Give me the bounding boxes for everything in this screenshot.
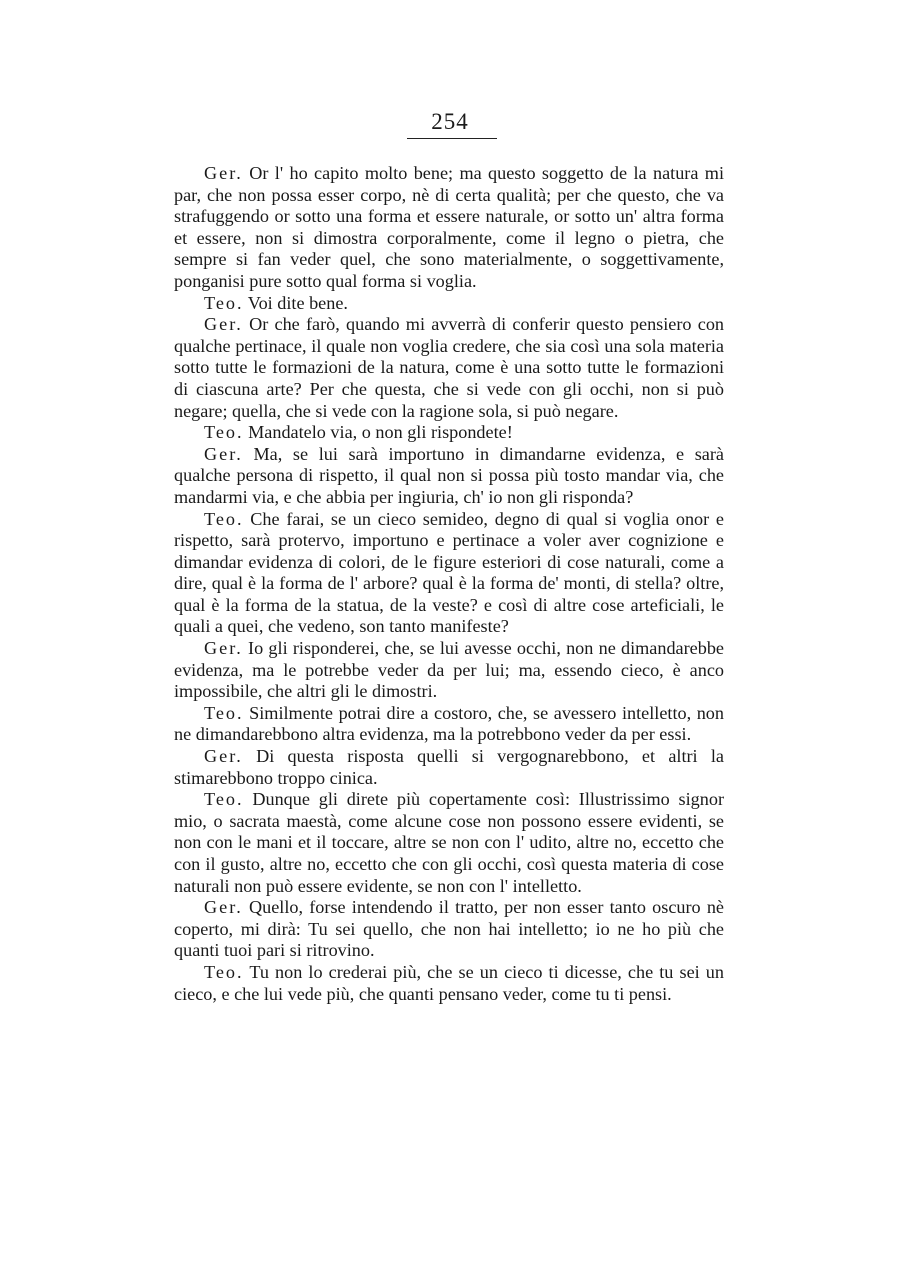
speaker-label: Ger. bbox=[204, 638, 243, 659]
dialogue-paragraph bbox=[174, 638, 724, 703]
speaker-label: Ger. bbox=[204, 443, 243, 464]
dialogue-paragraph bbox=[174, 509, 724, 639]
speaker-label: Ger. bbox=[204, 314, 243, 335]
speech-text: Quello, forse intendendo il tratto, per non esser tanto oscuro nè coperto, mi dirà: Tu sei quello, che non hai intelletto; io ne ho più che quanti tuoi pari si ritrovino. bbox=[174, 897, 724, 961]
dialogue-paragraph bbox=[174, 314, 724, 422]
dialogue-text bbox=[174, 163, 724, 1005]
dialogue-paragraph bbox=[174, 746, 724, 789]
speaker-label: Ger. bbox=[204, 897, 243, 918]
speech-text: Di questa risposta quelli si vergognarebbono, et altri la stimarebbono troppo cinica. bbox=[174, 746, 724, 788]
speech-text: Voi dite bene. bbox=[247, 292, 348, 313]
dialogue-paragraph bbox=[174, 897, 724, 962]
dialogue-paragraph bbox=[174, 444, 724, 509]
dialogue-paragraph bbox=[174, 703, 724, 746]
speaker-label: Teo. bbox=[204, 422, 244, 443]
speech-text: Or che farò, quando mi avverrà di conferir questo pensiero con qualche pertinace, il quale non voglia credere, che sia così una sola materia sotto tutte le formazioni de la natura, come è una sotto tutte le formazioni di ciascuna arte? Per che questa, che si vede con gli occhi, non si può negare; quella, che si vede con la ragione sola, si può negare. bbox=[174, 314, 725, 421]
speech-text: Io gli risponderei, che, se lui avesse occhi, non ne dimandarebbe evidenza, ma le potrebbe veder da per lui; ma, essendo cieco, è anco impossibile, che altri gli le dimostri. bbox=[174, 638, 725, 702]
page-number-rule bbox=[407, 138, 497, 139]
speech-text: Che farai, se un cieco semideo, degno di qual si voglia onor e rispetto, sarà protervo, importuno e pertinace a voler aver cognizione e dimandar evidenza di colori, de le figure esteriori di cose naturali, come a dire, qual è la forma de l' arbore? qual è la forma de' monti, di stella? oltre, qual è la forma de la statua, de la veste? e così di altre cose arteficiali, le quali a quei, che vedeno, son tanto manifeste? bbox=[174, 508, 724, 637]
dialogue-paragraph bbox=[174, 163, 724, 293]
speech-text: Or l' ho capito molto bene; ma questo soggetto de la natura mi par, che non possa esser corpo, nè di certa qualità; per che questo, che va strafuggendo or sotto una forma et essere naturale, or sotto un' altra forma et essere, non si dimostra corporalmente, come il legno o pietra, che sempre si fan veder quel, che sono materialmente, o soggettivamente, ponganisi pure sotto qual forma si voglia. bbox=[174, 163, 725, 291]
dialogue-paragraph bbox=[174, 293, 724, 315]
speaker-label: Ger. bbox=[204, 163, 243, 183]
dialogue-paragraph bbox=[174, 422, 724, 444]
speaker-label: Teo. bbox=[204, 961, 244, 982]
speech-text: Similmente potrai dire a costoro, che, se avessero intelletto, non ne dimandarebbono altra evidenza, ma la potrebbono veder da per essi. bbox=[174, 702, 724, 745]
speaker-label: Teo. bbox=[204, 508, 244, 529]
speech-text: Mandatelo via, o non gli rispondete! bbox=[248, 422, 513, 443]
speech-text: Tu non lo crederai più, che se un cieco ti dicesse, che tu sei un cieco, e che lui vede più, che quanti pensano veder, come tu ti pensi. bbox=[174, 961, 724, 1004]
dialogue-paragraph bbox=[174, 962, 724, 1005]
speech-text: Ma, se lui sarà importuno in dimandarne evidenza, e sarà qualche persona di rispetto, il qual non si possa più tosto mandar via, che mandarmi via, e che abbia per ingiuria, ch' io non gli risponda? bbox=[174, 443, 725, 507]
page-number: 254 bbox=[431, 109, 469, 134]
speaker-label: Ger. bbox=[204, 746, 243, 767]
dialogue-paragraph bbox=[174, 789, 724, 897]
speech-text: Dunque gli direte più copertamente così: Illustrissimo signor mio, o sacrata maestà, come alcune cose non possono essere evidenti, se non con le mani et il toccare, altre se non con l' udito, altre no, eccetto che con il gusto, altre no, eccetto che con gli occhi, così questa materia di cose naturali non può essere evidente, se non con l' intelletto. bbox=[174, 789, 724, 896]
speaker-label: Teo. bbox=[204, 292, 244, 313]
speaker-label: Teo. bbox=[204, 702, 244, 723]
speaker-label: Teo. bbox=[204, 789, 244, 810]
